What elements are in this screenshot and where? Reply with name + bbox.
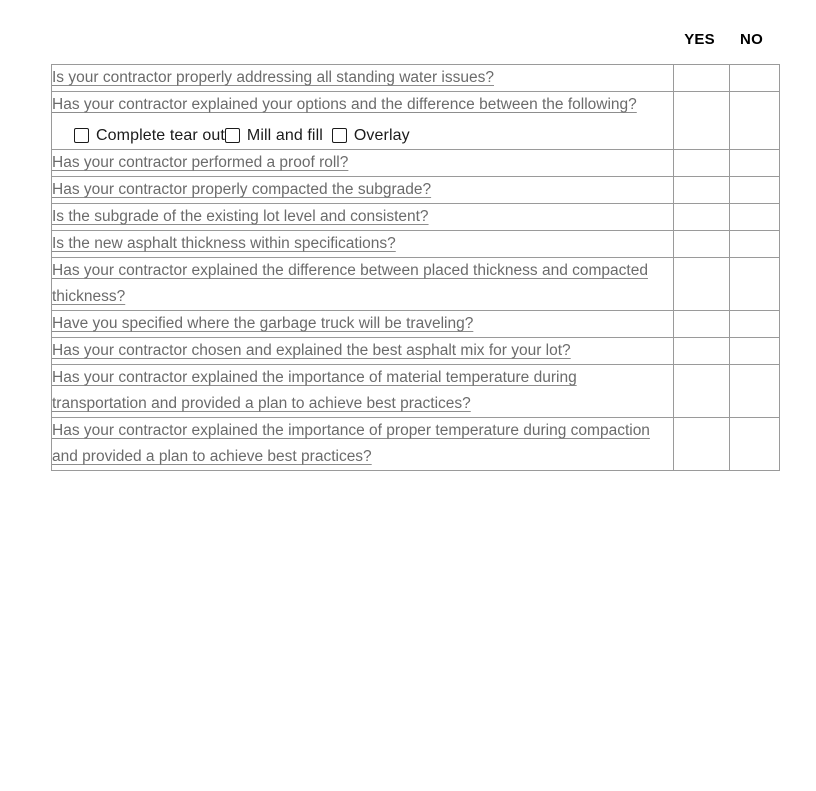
table-row (52, 65, 780, 92)
question-cell (52, 177, 674, 204)
yes-answer-cell[interactable] (674, 365, 730, 418)
no-answer-cell[interactable] (730, 258, 780, 311)
column-header-yes: YES (684, 31, 715, 48)
no-answer-cell[interactable] (730, 231, 780, 258)
yes-answer-cell[interactable] (674, 418, 730, 471)
question-text: Have you specified where the garbage truck will be traveling? (52, 315, 474, 333)
checkbox-option[interactable] (332, 123, 410, 149)
question-cell (52, 365, 674, 418)
question-cell (52, 418, 674, 471)
table-row (52, 231, 780, 258)
checkbox-option-label: Overlay (353, 127, 410, 144)
table-row (52, 418, 780, 471)
table-row (52, 365, 780, 418)
question-cell (52, 65, 674, 92)
question-text: Has your contractor chosen and explained the best asphalt mix for your lot? (52, 342, 571, 360)
checkbox-icon[interactable] (74, 128, 89, 143)
no-answer-cell[interactable] (730, 204, 780, 231)
no-answer-cell[interactable] (730, 92, 780, 150)
checkbox-icon[interactable] (332, 128, 347, 143)
no-answer-cell[interactable] (730, 418, 780, 471)
checklist-table (51, 64, 780, 471)
no-answer-cell[interactable] (730, 311, 780, 338)
question-text: Is the new asphalt thickness within specifications? (52, 235, 396, 253)
question-text: Has your contractor explained the importance of proper temperature during compaction and provided a plan to achieve best practices? (52, 422, 650, 466)
question-cell (52, 311, 674, 338)
table-row (52, 177, 780, 204)
checkbox-option[interactable] (74, 123, 225, 149)
table-row (52, 311, 780, 338)
question-text: Is your contractor properly addressing all standing water issues? (52, 69, 494, 86)
checkbox-option-label: Complete tear out (96, 127, 225, 144)
no-answer-cell[interactable] (730, 365, 780, 418)
table-row (52, 92, 780, 150)
question-cell (52, 204, 674, 231)
yes-answer-cell[interactable] (674, 204, 730, 231)
no-answer-cell[interactable] (730, 338, 780, 365)
question-cell (52, 338, 674, 365)
question-text: Is the subgrade of the existing lot level and consistent? (52, 208, 429, 226)
checkbox-options (52, 123, 673, 149)
no-answer-cell[interactable] (730, 177, 780, 204)
question-text: Has your contractor properly compacted the subgrade? (52, 181, 432, 199)
yes-answer-cell[interactable] (674, 177, 730, 204)
no-answer-cell[interactable] (730, 65, 780, 92)
yes-answer-cell[interactable] (674, 65, 730, 92)
yes-answer-cell[interactable] (674, 311, 730, 338)
question-cell (52, 258, 674, 311)
table-row (52, 204, 780, 231)
question-cell (52, 150, 674, 177)
yes-answer-cell[interactable] (674, 258, 730, 311)
column-headers (672, 28, 776, 52)
column-header-no: NO (740, 31, 763, 48)
checklist-table-body (52, 65, 780, 471)
table-row (52, 338, 780, 365)
checkbox-option[interactable] (225, 123, 323, 149)
question-cell (52, 231, 674, 258)
yes-answer-cell[interactable] (674, 231, 730, 258)
yes-answer-cell[interactable] (674, 338, 730, 365)
question-text: Has your contractor explained your options and the difference between the following? (52, 96, 637, 113)
question-text: Has your contractor explained the difference between placed thickness and compacted thickness? (52, 262, 648, 306)
yes-answer-cell[interactable] (674, 92, 730, 150)
table-row (52, 258, 780, 311)
question-cell (52, 92, 674, 150)
question-text: Has your contractor performed a proof roll? (52, 154, 349, 172)
checkbox-option-label: Mill and fill (246, 127, 323, 144)
no-answer-cell[interactable] (730, 150, 780, 177)
yes-answer-cell[interactable] (674, 150, 730, 177)
checkbox-icon[interactable] (225, 128, 240, 143)
question-text: Has your contractor explained the importance of material temperature during transportation and provided a plan to achieve best practices? (52, 369, 577, 413)
table-row (52, 150, 780, 177)
